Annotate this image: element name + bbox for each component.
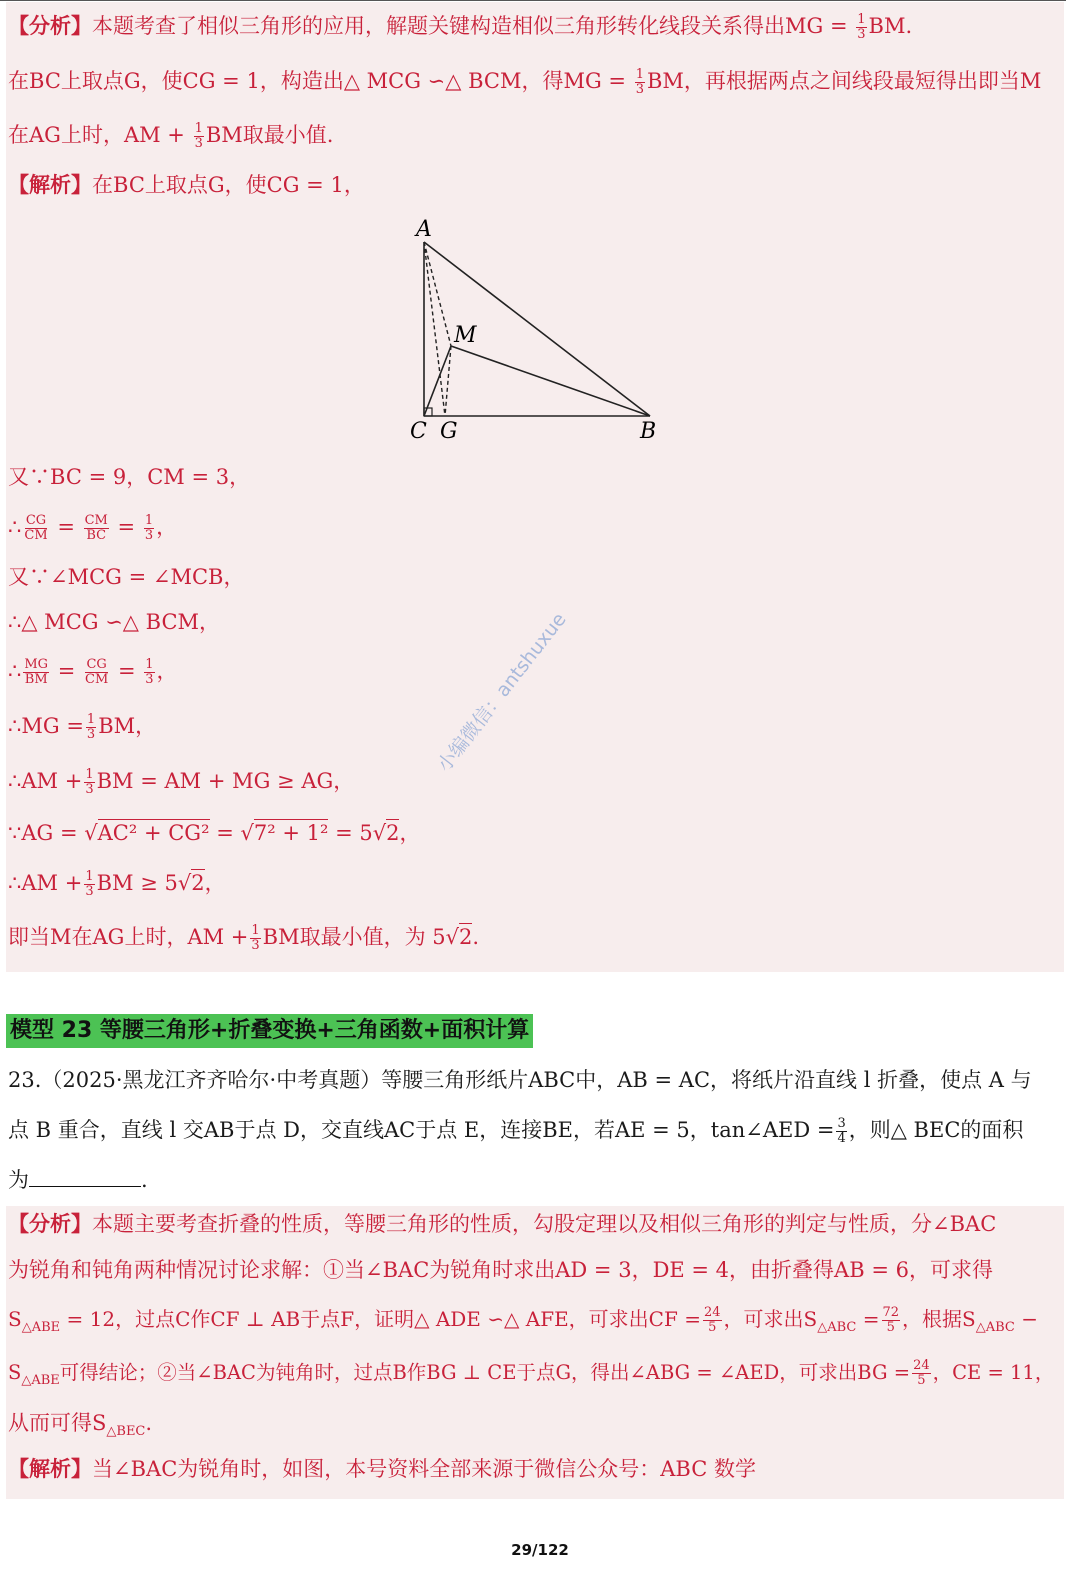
solution-step-7: ∴AM + $\frac{1}{3}$ BM = AM + MG ≥ AG， (8, 767, 355, 797)
solution-tag: 【解析】 (8, 172, 92, 197)
top-rule (0, 0, 1066, 1)
solution-conclusion: 即当M在AG上时，AM + $\frac{1}{3}$ BM取最小值，为 5√2. (8, 923, 480, 953)
fraction: $\frac{1}{3}$ (635, 67, 644, 97)
analysis2-line-3: $S_{\triangle ABE} = 12$，过点C作CF ⊥ AB于点F，证明△ ADE ∽△ AFE，可求出CF = $\frac{24}{5}$ ，可求出$S_{\triangle ABC}$ = $\frac{72}{5}$ ，根据$S_{\triangle ABC}$ − (8, 1305, 1039, 1335)
solution2-line: 【解析】当∠BAC为锐角时，如图，本号资料全部来源于微信公众号：ABC 数学 (8, 1456, 756, 1481)
problem-line-3: 为 . (8, 1168, 148, 1192)
fraction: $\frac{CG}{CM}$ (85, 657, 109, 687)
analysis2-line-4: $S_{\triangle ABE}$可得结论；②当∠BAC为钝角时，过点B作BG ⊥ CE于点G，得出∠ABG = ∠AED，可求出BG = $\frac{24}{5}$ ，CE = 11， (8, 1358, 1055, 1388)
solution-step-3: 又∵∠MCG = ∠MCB， (8, 565, 245, 589)
segment-AM-dashed (424, 242, 451, 346)
solution-tag: 【解析】 (8, 1456, 92, 1481)
fraction: $\frac{1}{3}$ (85, 767, 94, 797)
page-number: 29/122 (511, 1541, 569, 1559)
fraction: $\frac{CM}{BC}$ (84, 513, 108, 543)
problem-line-2: 点 B 重合，直线 l 交AB于点 D，交直线AC于点 E，连接BE，若AE = 5，tan∠AED = $\frac{3}{4}$ ，则△ BEC的面积 (8, 1116, 1024, 1146)
solution-step-4: ∴△ MCG ∽△ BCM， (8, 610, 221, 634)
analysis-tag: 【分析】 (8, 13, 92, 38)
solution-step-6: ∴MG = $\frac{1}{3}$ BM， (8, 712, 157, 742)
watermark: 小编微信：antshuxue (433, 608, 571, 777)
fraction: $\frac{1}{3}$ (857, 12, 866, 42)
solution-line-1: 【解析】在BC上取点G，使CG = 1， (8, 172, 365, 197)
segment-MB (451, 346, 650, 416)
fraction: $\frac{CG}{CM}$ (24, 513, 48, 543)
solution-step-1: 又∵BC = 9，CM = 3， (8, 465, 251, 489)
fraction: $\frac{72}{5}$ (882, 1305, 900, 1335)
analysis2-line-1: 【分析】本题主要考查折叠的性质，等腰三角形的性质，勾股定理以及相似三角形的判定与性质，分∠BAC (8, 1211, 997, 1236)
fraction: $\frac{1}{3}$ (251, 923, 260, 953)
fraction: $\frac{1}{3}$ (145, 657, 154, 687)
triangle-figure (400, 212, 680, 444)
analysis-line-1: 【分析】本题考查了相似三角形的应用，解题关键构造相似三角形转化线段关系得出MG = $\frac{1}{3}$ BM. (8, 12, 913, 42)
fraction: $\frac{1}{3}$ (86, 712, 96, 742)
fraction: $\frac{1}{3}$ (194, 121, 203, 151)
section-heading: 模型 23 等腰三角形+折叠变换+三角函数+面积计算 (6, 1014, 533, 1048)
label-G: G (440, 419, 458, 444)
analysis-tag: 【分析】 (8, 1211, 92, 1236)
analysis2-line-5: 从而可得$S_{\triangle BEC}$. (8, 1411, 153, 1440)
analysis2-line-2: 为锐角和钝角两种情况讨论求解：①当∠BAC为锐角时求出AD = 3，DE = 4，由折叠得AB = 6，可求得 (8, 1258, 993, 1282)
fraction: $\frac{MG}{BM}$ (24, 657, 49, 687)
label-B: B (640, 419, 657, 444)
problem-line-1: 23.（2025·黑龙江齐齐哈尔·中考真题）等腰三角形纸片ABC中，AB = AC，将纸片沿直线 l 折叠，使点 A 与 (8, 1068, 1032, 1092)
solution-step-9: ∴AM + $\frac{1}{3}$ BM ≥ 5√2， (8, 869, 226, 899)
fraction: $\frac{24}{5}$ (703, 1305, 721, 1335)
answer-blank[interactable] (29, 1166, 141, 1187)
label-C: C (410, 419, 427, 444)
label-A: A (416, 217, 432, 242)
solution-step-8: ∵AG = √AC² + CG² = √7² + 1² = 5√2， (8, 821, 421, 845)
label-M: M (454, 323, 477, 348)
fraction: $\frac{3}{4}$ (837, 1116, 846, 1146)
solution-step-5: ∴ $\frac{MG}{BM}$ = $\frac{CG}{CM}$ = $\frac{1}{3}$ ， (8, 657, 178, 687)
segment-MG-dashed (445, 346, 451, 416)
fraction: $\frac{1}{3}$ (144, 513, 154, 543)
analysis-line-2: 在BC上取点G，使CG = 1，构造出△ MCG ∽△ BCM，得MG = $\frac{1}{3}$ BM，再根据两点之间线段最短得出即当M (8, 67, 1042, 97)
fraction: $\frac{24}{5}$ (913, 1358, 930, 1388)
fraction: $\frac{1}{3}$ (85, 869, 94, 899)
analysis-line-3: 在AG上时，AM + $\frac{1}{3}$ BM取最小值. (8, 121, 334, 151)
solution-step-2: ∴ $\frac{CG}{CM}$ = $\frac{CM}{BC}$ = $\frac{1}{3}$ ， (8, 513, 178, 543)
